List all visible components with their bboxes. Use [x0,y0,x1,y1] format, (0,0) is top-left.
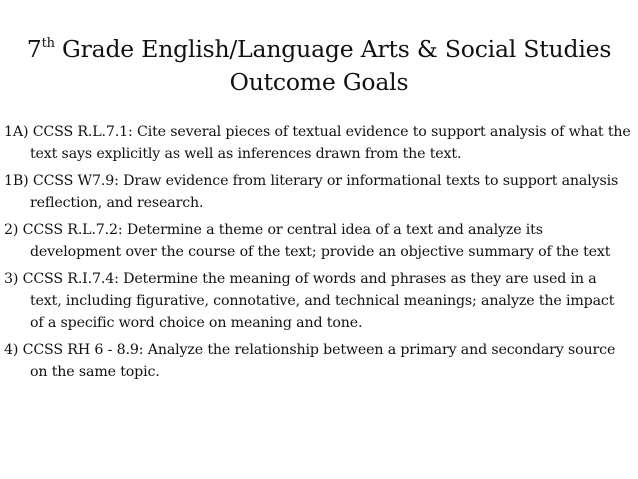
goal-1a: 1A) CCSS R.L.7.1: Cite several pieces of textual evidence to support analysis of what the text says explicitly as well as inferences drawn from the text. [4,124,631,162]
goal-4: 4) CCSS RH 6 - 8.9: Analyze the relationship between a primary and secondary source on the same topic. [4,342,616,380]
grade-ordinal-suffix: th [41,36,55,51]
title-line-1-text: Grade English/Language Arts & Social Studies [54,35,612,63]
goal-2: 2) CCSS R.L.7.2: Determine a theme or central idea of a text and analyze its development over the course of the text; provide an objective summary of the text [4,222,611,260]
grade-number: 7 [26,35,42,63]
slide-title [0,33,638,99]
goals-list [4,121,632,388]
title-line-2: Outcome Goals [229,68,409,96]
goal-1b: 1B) CCSS W7.9: Draw evidence from literary or informational texts to support analysis reflection, and research. [4,173,619,211]
title-line-1 [0,33,638,66]
goal-3: 3) CCSS R.I.7.4: Determine the meaning of words and phrases as they are used in a text, including figurative, connotative, and technical meanings; analyze the impact of a specific word choice on meaning and tone. [4,271,615,331]
